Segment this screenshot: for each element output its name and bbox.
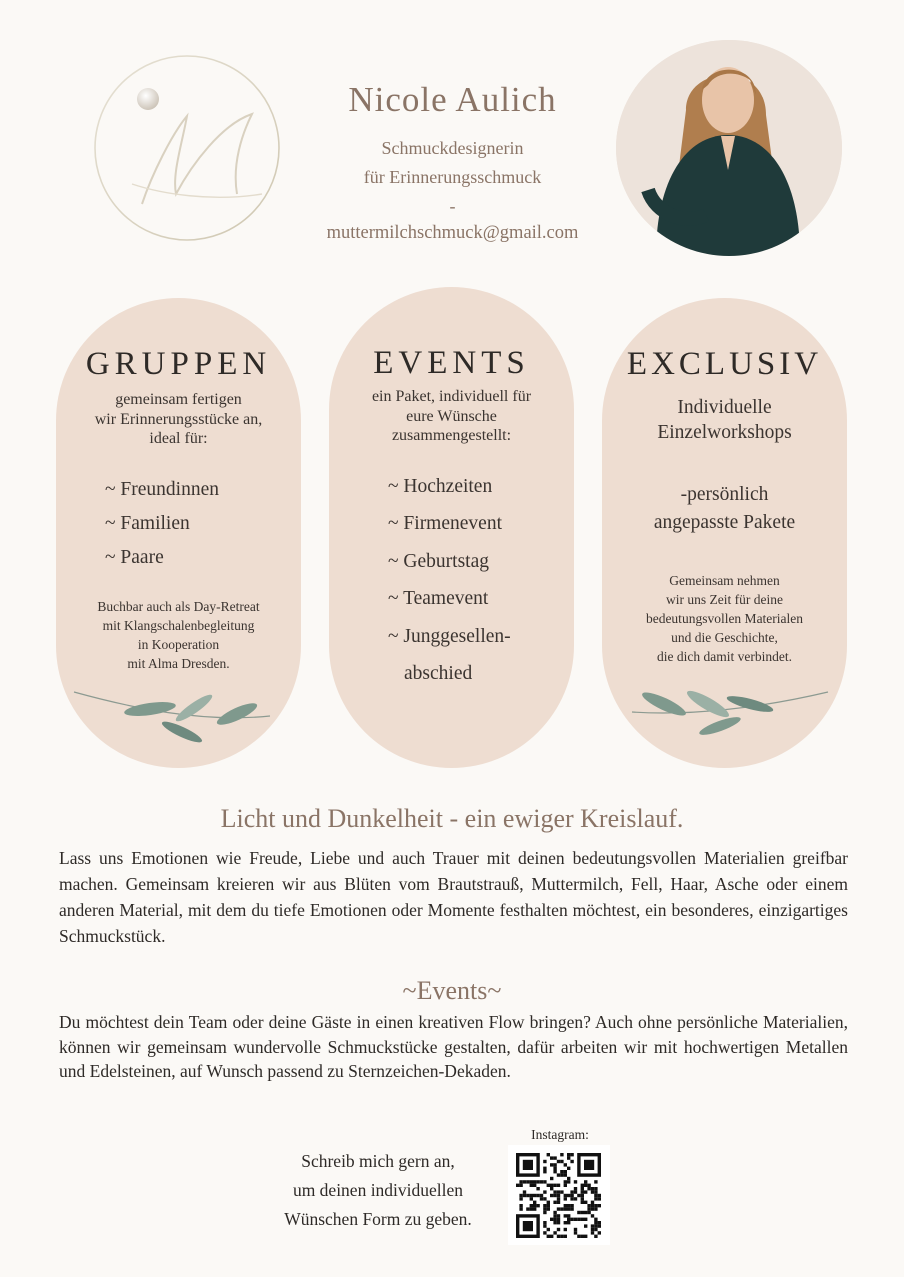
portrait-photo bbox=[616, 40, 842, 256]
list-item: abschied bbox=[404, 663, 473, 684]
leaf-branch-icon bbox=[630, 690, 830, 740]
list-item: ~ Freundinnen bbox=[105, 478, 219, 500]
email-link[interactable]: muttermilchschmuck@gmail.com bbox=[326, 223, 579, 243]
text-line: Gemeinsam nehmen bbox=[669, 573, 780, 588]
list-item: ~ Familien bbox=[105, 512, 190, 534]
portrait-illustration bbox=[616, 40, 842, 256]
text-line: in Kooperation bbox=[137, 636, 220, 652]
list-item: ~ Teamevent bbox=[388, 588, 489, 609]
instagram-label: Instagram: bbox=[531, 1127, 589, 1142]
text-line: wir uns Zeit für deine bbox=[666, 592, 783, 607]
card-note bbox=[602, 571, 847, 666]
list-item: ~ Paare bbox=[105, 546, 164, 568]
card-title: GRUPPEN bbox=[85, 346, 272, 382]
text-line: Buchbar auch als Day-Retreat bbox=[97, 598, 260, 614]
card-description bbox=[56, 390, 301, 449]
page-title: Nicole Aulich bbox=[348, 80, 557, 119]
text-line: angepasste Pakete bbox=[653, 512, 796, 533]
text-line: gemeinsam fertigen bbox=[115, 391, 242, 408]
list-item: ~ Hochzeiten bbox=[388, 475, 493, 497]
text-line: -persönlich bbox=[680, 484, 769, 505]
role bbox=[290, 134, 615, 221]
monogram-logo bbox=[92, 54, 282, 244]
text-line: zusammengestellt: bbox=[391, 427, 512, 444]
text-line: ein Paket, individuell für bbox=[371, 388, 532, 405]
leaf-branch-icon bbox=[72, 688, 272, 748]
card-description bbox=[329, 387, 574, 446]
text-line: und die Geschichte, bbox=[671, 630, 778, 645]
card-title: EXCLUSIV bbox=[626, 346, 823, 382]
section-text: Du möchtest dein Team oder deine Gäste in einen kreativen Flow bringen? Auch ohne persönliche Materialien, können wir gemeinsam wundervolle Schmuckstücke gestalten, dafür arbeiten wir mit hochwertigen Metallen und Edelsteinen, auf Wunsch passend zu Sternzeichen-Dekaden. bbox=[59, 1012, 848, 1081]
card-title: EVENTS bbox=[373, 345, 530, 381]
list-item: ~ Geburtstag bbox=[388, 550, 489, 572]
card-subtitle bbox=[602, 481, 847, 537]
text-line: eure Wünsche bbox=[406, 407, 497, 425]
separator: - bbox=[449, 196, 456, 216]
card-gruppen bbox=[56, 298, 301, 768]
text-line: um deinen individuellen bbox=[292, 1180, 464, 1200]
text-line: Einzelworkshops bbox=[657, 422, 792, 443]
qr-code-icon bbox=[508, 1145, 610, 1245]
text-line: die dich damit verbindet. bbox=[657, 649, 792, 664]
section-title: Licht und Dunkelheit - ein ewiger Kreislauf. bbox=[220, 804, 684, 833]
list-item: ~ Junggesellen- bbox=[388, 625, 511, 647]
card-note bbox=[56, 597, 301, 673]
text-line: ideal für: bbox=[149, 430, 208, 447]
card-list bbox=[388, 468, 574, 693]
card-events bbox=[329, 287, 574, 768]
card-subtitle bbox=[602, 395, 847, 445]
role-line: Schmuckdesignerin bbox=[381, 138, 524, 158]
text-line: Schreib mich gern an, bbox=[301, 1151, 455, 1171]
text-line: bedeutungsvollen Materialen bbox=[645, 611, 804, 626]
section-title: ~Events~ bbox=[402, 976, 502, 1005]
text-line: mit Alma Dresden. bbox=[127, 655, 230, 671]
contact-text bbox=[253, 1147, 503, 1234]
text-line: mit Klangschalenbegleitung bbox=[102, 617, 255, 633]
text-line: wir Erinnerungsstücke an, bbox=[94, 410, 263, 428]
instagram-qr-code[interactable] bbox=[508, 1145, 610, 1245]
card-exclusiv bbox=[602, 298, 847, 768]
role-line: für Erinnerungsschmuck bbox=[363, 167, 542, 187]
text-line: Individuelle bbox=[677, 397, 772, 418]
list-item: ~ Firmenevent bbox=[388, 513, 502, 534]
header bbox=[290, 80, 615, 244]
card-list bbox=[105, 473, 301, 575]
text-line: Wünschen Form zu geben. bbox=[284, 1209, 472, 1229]
section-text: Lass uns Emotionen wie Freude, Liebe und auch Trauer mit deinen bedeutungsvollen Materialien greifbar machen. Gemeinsam kreieren wir aus Blüten vom Brautstrauß, Muttermilch, Fell, Haar, Asche oder einem anderen Material, mit dem du tiefe Emotionen oder Momente festhalten möchtest, ein besonderes, einzigartiges Schmuckstück. bbox=[59, 848, 848, 946]
